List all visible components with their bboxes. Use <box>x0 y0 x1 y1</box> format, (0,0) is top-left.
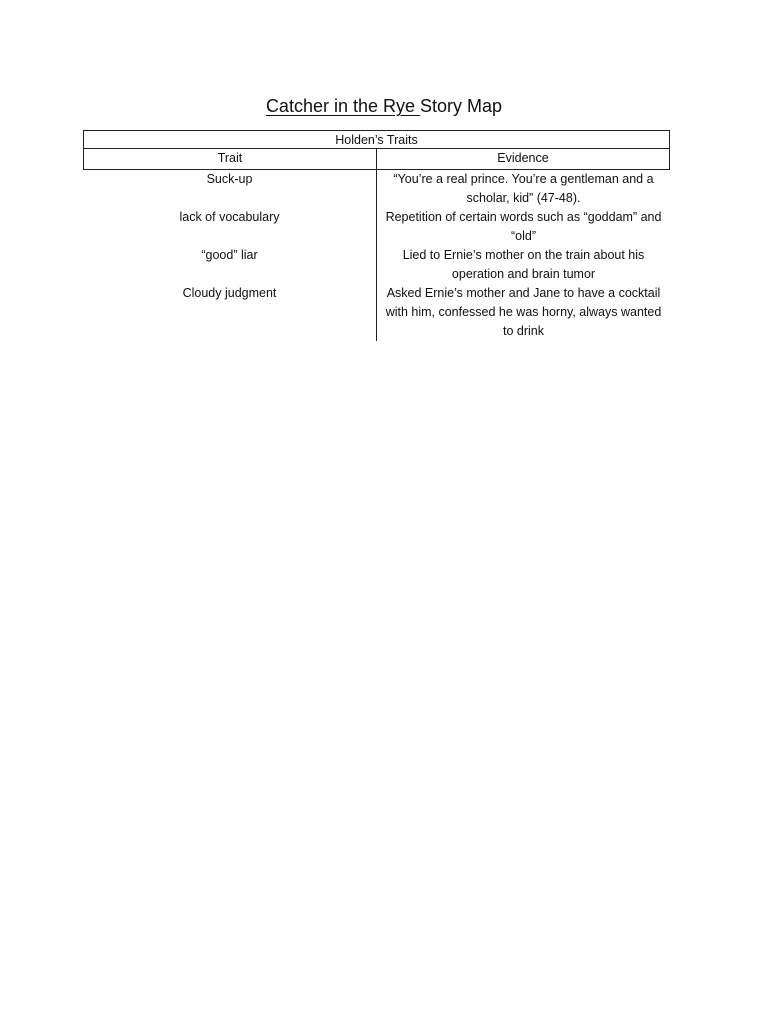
trait-cell: lack of vocabulary <box>179 210 280 224</box>
table-row <box>83 208 670 246</box>
trait-cell: Suck-up <box>206 172 253 186</box>
trait-cell: Cloudy judgment <box>182 286 277 300</box>
table-row <box>83 246 670 284</box>
evidence-cell: Lied to Ernie’s mother on the train about his operation and brain tumor <box>376 246 670 284</box>
table-body <box>83 170 670 341</box>
title-suffix: Story Map <box>420 96 503 116</box>
page-title <box>0 94 768 118</box>
traits-table <box>83 130 670 341</box>
table-row <box>83 170 670 208</box>
column-header-row <box>83 149 670 170</box>
evidence-cell: Repetition of certain words such as “goddam” and “old” <box>376 208 670 246</box>
table-row <box>83 284 670 341</box>
table-caption: Holden’s Traits <box>83 130 670 149</box>
title-book-name: Catcher in the Rye <box>265 96 421 116</box>
trait-cell: “good” liar <box>201 248 258 262</box>
evidence-cell: “You’re a real prince. You’re a gentleman and a scholar, kid” (47-48). <box>376 170 670 208</box>
evidence-cell: Asked Ernie’s mother and Jane to have a cocktail with him, confessed he was horny, always wanted to drink <box>376 284 670 341</box>
column-header-evidence: Evidence <box>376 149 669 169</box>
column-header-trait: Trait <box>217 151 243 165</box>
